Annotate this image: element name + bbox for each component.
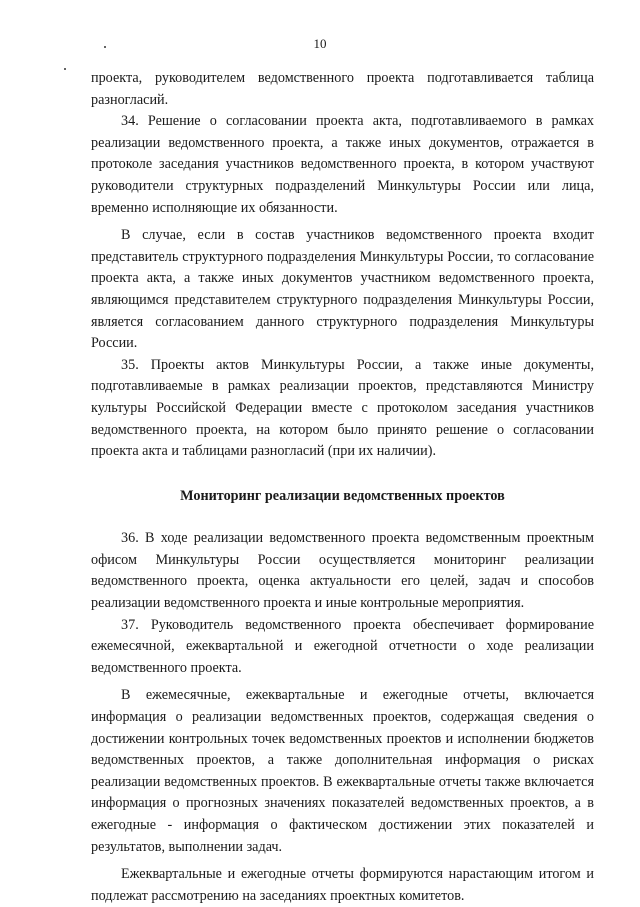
paragraph-continuation: проекта, руководителем ведомственного проекта подготавливается таблица разногласий. <box>91 70 594 108</box>
section-heading: Мониторинг реализации ведомственных проектов <box>180 487 505 504</box>
paragraph-35: 35. Проекты актов Минкультуры России, а также иные документы, подготавливаемые в рамках реализации проектов, представляются Министру культуры Российской Федерации вместе с протоколом заседания участников ведомственного проекта, на котором было принято решение о согласовании проекта акта и таблицами разногласий (при их наличии). <box>91 356 594 460</box>
paragraph-reports: В ежемесячные, ежеквартальные и ежегодные отчеты, включается информация о реализации ведомственных проектов, содержащая сведения о достижении контрольных точек ведомственных проектов и исполнении бюджетов ведомственных проектов, а также дополнительная информация о рисках реализации ведомственных проектов. В ежеквартальные отчеты также включается информация о прогнозных значениях показателей ведомственных проектов, а в ежегодные - информация о фактическом достижении этих показателей и результатов, выполнении задач. <box>91 687 594 855</box>
scan-speck <box>64 68 66 70</box>
document-body <box>91 68 594 907</box>
paragraph-34-case: В случае, если в состав участников ведомственного проекта входит представитель структурного подразделения Минкультуры России, то согласование проекта акта, а также иных документов участником ведомственного проекта, являющимся представителем структурного подразделения Минкультуры России, является согласованием данного структурного подразделения Минкультуры России. <box>91 227 594 352</box>
paragraph-cumulative: Ежеквартальные и ежегодные отчеты формируются нарастающим итогом и подлежат рассмотрению на заседаниях проектных комитетов. <box>91 866 594 904</box>
paragraph-37: 37. Руководитель ведомственного проекта обеспечивает формирование ежемесячной, ежеквартальной и ежегодной отчетности о ходе реализации ведомственного проекта. <box>91 616 594 676</box>
paragraph-36: 36. В ходе реализации ведомственного проекта ведомственным проектным офисом Минкультуры России осуществляется мониторинг реализации ведомственного проекта, оценка актуальности его целей, задач и способов реализации ведомственного проекта и иные контрольные мероприятия. <box>91 530 594 612</box>
paragraph-34: 34. Решение о согласовании проекта акта, подготавливаемого в рамках реализации ведомственного проекта, а также иных документов, отражается в протоколе заседания участников ведомственного проекта, в котором участвуют руководители структурных подразделений Минкультуры России или лица, временно исполняющие их обязанности. <box>91 113 594 216</box>
page-number: 10 <box>313 36 327 51</box>
